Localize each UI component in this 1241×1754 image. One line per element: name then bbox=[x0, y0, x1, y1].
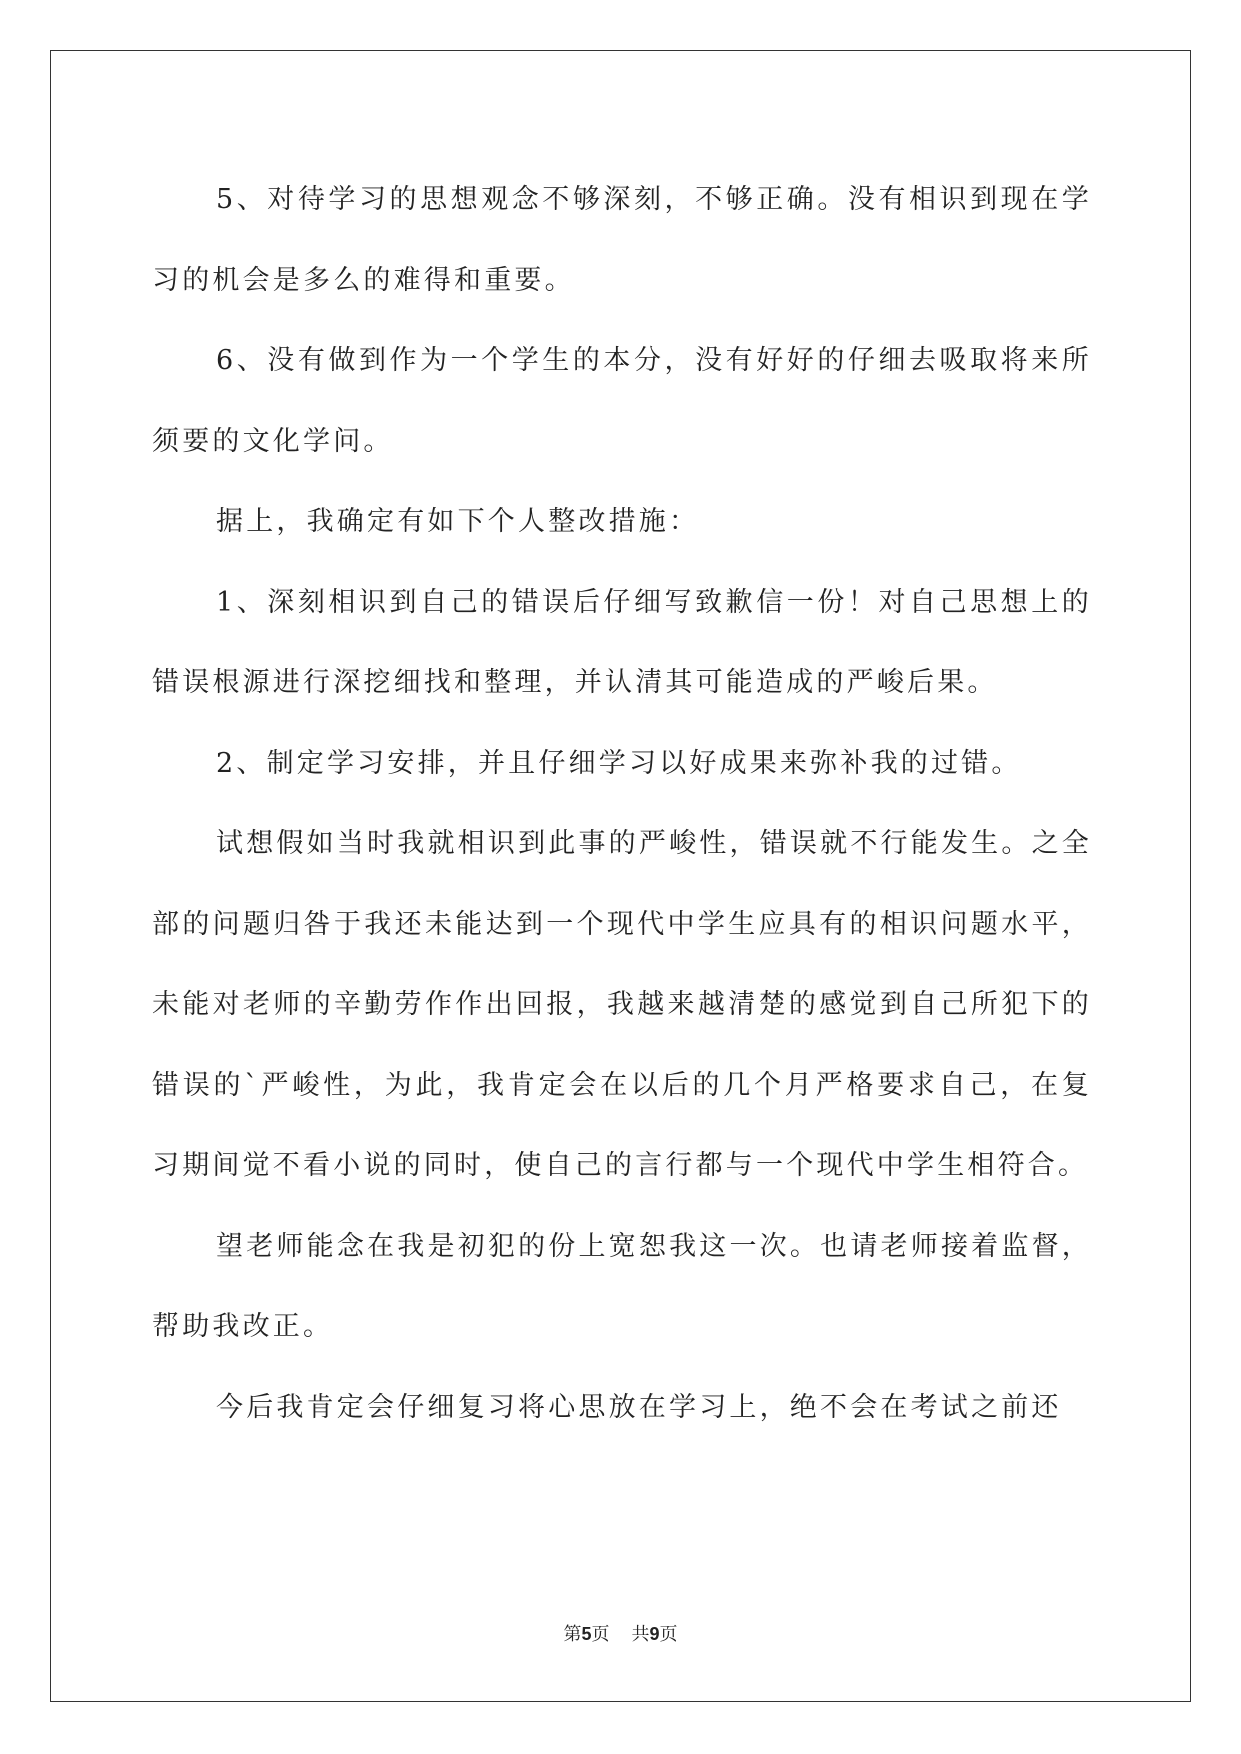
paragraph: 1、深刻相识到自己的错误后仔细写致歉信一份！对自己思想上的错误根源进行深挖细找和整理，并认清其可能造成的严峻后果。 bbox=[152, 586, 1092, 698]
paragraph: 今后我肯定会仔细复习将心思放在学习上，绝不会在考试之前还 bbox=[216, 1391, 1062, 1423]
paragraph: 6、没有做到作为一个学生的本分，没有好好的仔细去吸取将来所须要的文化学问。 bbox=[152, 345, 1092, 457]
current-page-number: 5 bbox=[581, 1624, 592, 1644]
paragraph: 5、对待学习的思想观念不够深刻，不够正确。没有相识到现在学习的机会是多么的难得和重要。 bbox=[152, 184, 1092, 296]
total-page-number: 9 bbox=[649, 1624, 660, 1644]
document-body bbox=[152, 160, 1092, 1448]
paragraph: 2、制定学习安排，并且仔细学习以好成果来弥补我的过错。 bbox=[216, 747, 1022, 779]
footer-total-prefix: 共 bbox=[631, 1624, 650, 1645]
footer-prefix: 第 bbox=[563, 1624, 582, 1645]
page-footer bbox=[0, 1620, 1241, 1646]
paragraph: 据上，我确定有如下个人整改措施： bbox=[216, 506, 700, 537]
footer-total-unit: 页 bbox=[659, 1624, 678, 1645]
paragraph: 试想假如当时我就相识到此事的严峻性，错误就不行能发生。之全部的问题归咎于我还未能达到一个现代中学生应具有的相识问题水平，未能对老师的辛勤劳作作出回报，我越来越清楚的感觉到自己所犯下的错误的`严峻性，为此，我肯定会在以后的几个月严格要求自己，在复习期间觉不看小说的同时，使自己的言行都与一个现代中学生相符合。 bbox=[152, 828, 1092, 1181]
paragraph: 望老师能念在我是初犯的份上宽恕我这一次。也请老师接着监督，帮助我改正。 bbox=[152, 1230, 1092, 1342]
footer-page-unit: 页 bbox=[591, 1624, 610, 1645]
